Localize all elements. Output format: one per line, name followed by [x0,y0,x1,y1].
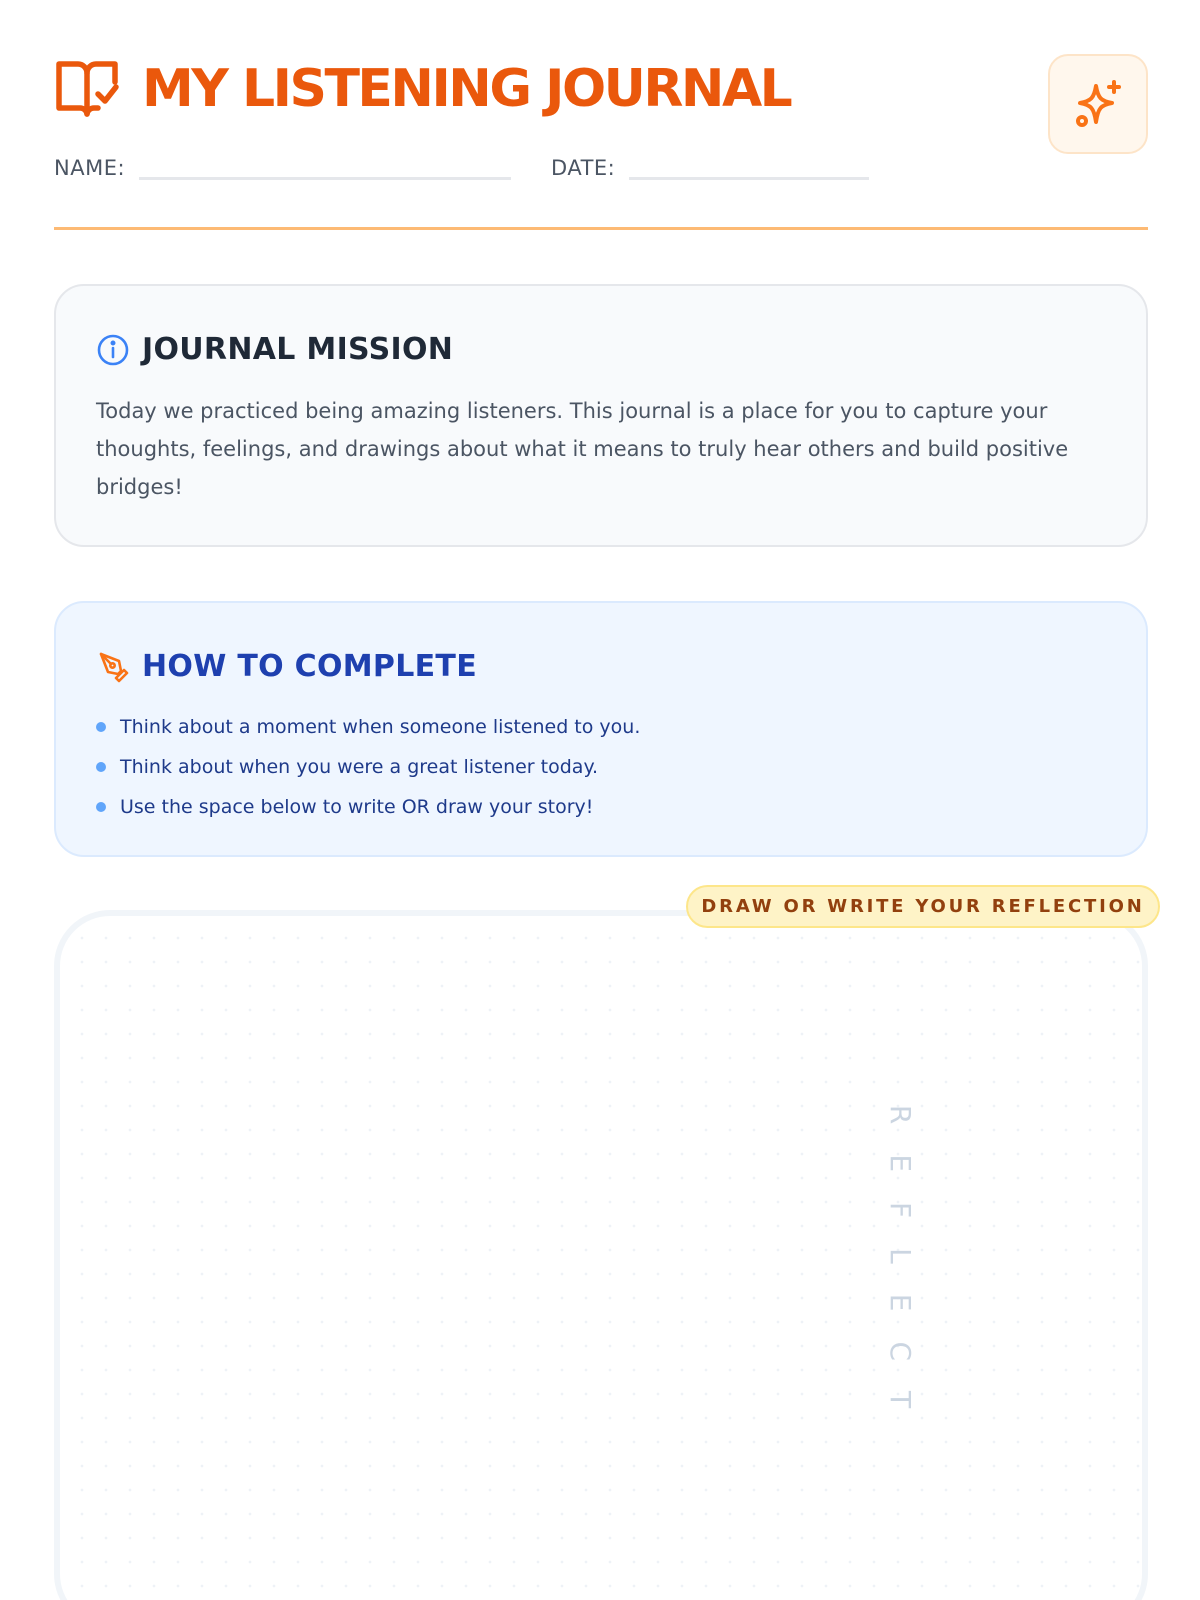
journal-mission-card [54,284,1148,547]
how-to-title: HOW TO COMPLETE [142,649,477,684]
date-field[interactable] [629,156,869,180]
info-icon [96,333,130,367]
how-to-heading [96,649,477,684]
list-item [96,707,640,747]
name-date-row [54,156,869,180]
title-row [54,58,790,120]
list-item [96,787,640,827]
sparkles-icon [1070,76,1126,132]
header-divider [54,227,1148,230]
list-item [96,747,640,787]
bullet-dot [96,762,106,772]
mission-text: Today we practiced being amazing listeners. This journal is a place for you to capture your thoughts, feelings, and drawings about what it means to truly hear others and build positive bridges! [96,399,1069,499]
reflection-drawing-area[interactable] [54,910,1148,1600]
pen-tool-icon [96,650,130,684]
mission-heading [96,332,453,367]
steps-list [96,707,640,827]
date-label: DATE: [551,156,616,180]
reflect-watermark-text: REFLECT [884,1104,918,1438]
page-title: MY LISTENING JOURNAL [142,59,791,119]
bullet-dot [96,722,106,732]
mission-title: JOURNAL MISSION [142,332,454,367]
journal-header [54,52,1148,232]
book-check-icon [54,58,120,120]
reflect-watermark [876,1096,926,1446]
step-text: Think about a moment when someone listened to you. [120,716,641,738]
step-text: Use the space below to write OR draw your story! [120,796,594,818]
step-text: Think about when you were a great listener today. [120,756,599,778]
bullet-dot [96,802,106,812]
sparkle-button[interactable] [1048,54,1148,154]
name-label: NAME: [54,156,126,180]
name-field[interactable] [139,156,511,180]
reflection-badge: DRAW OR WRITE YOUR REFLECTION [686,885,1160,928]
how-to-complete-card [54,601,1148,857]
